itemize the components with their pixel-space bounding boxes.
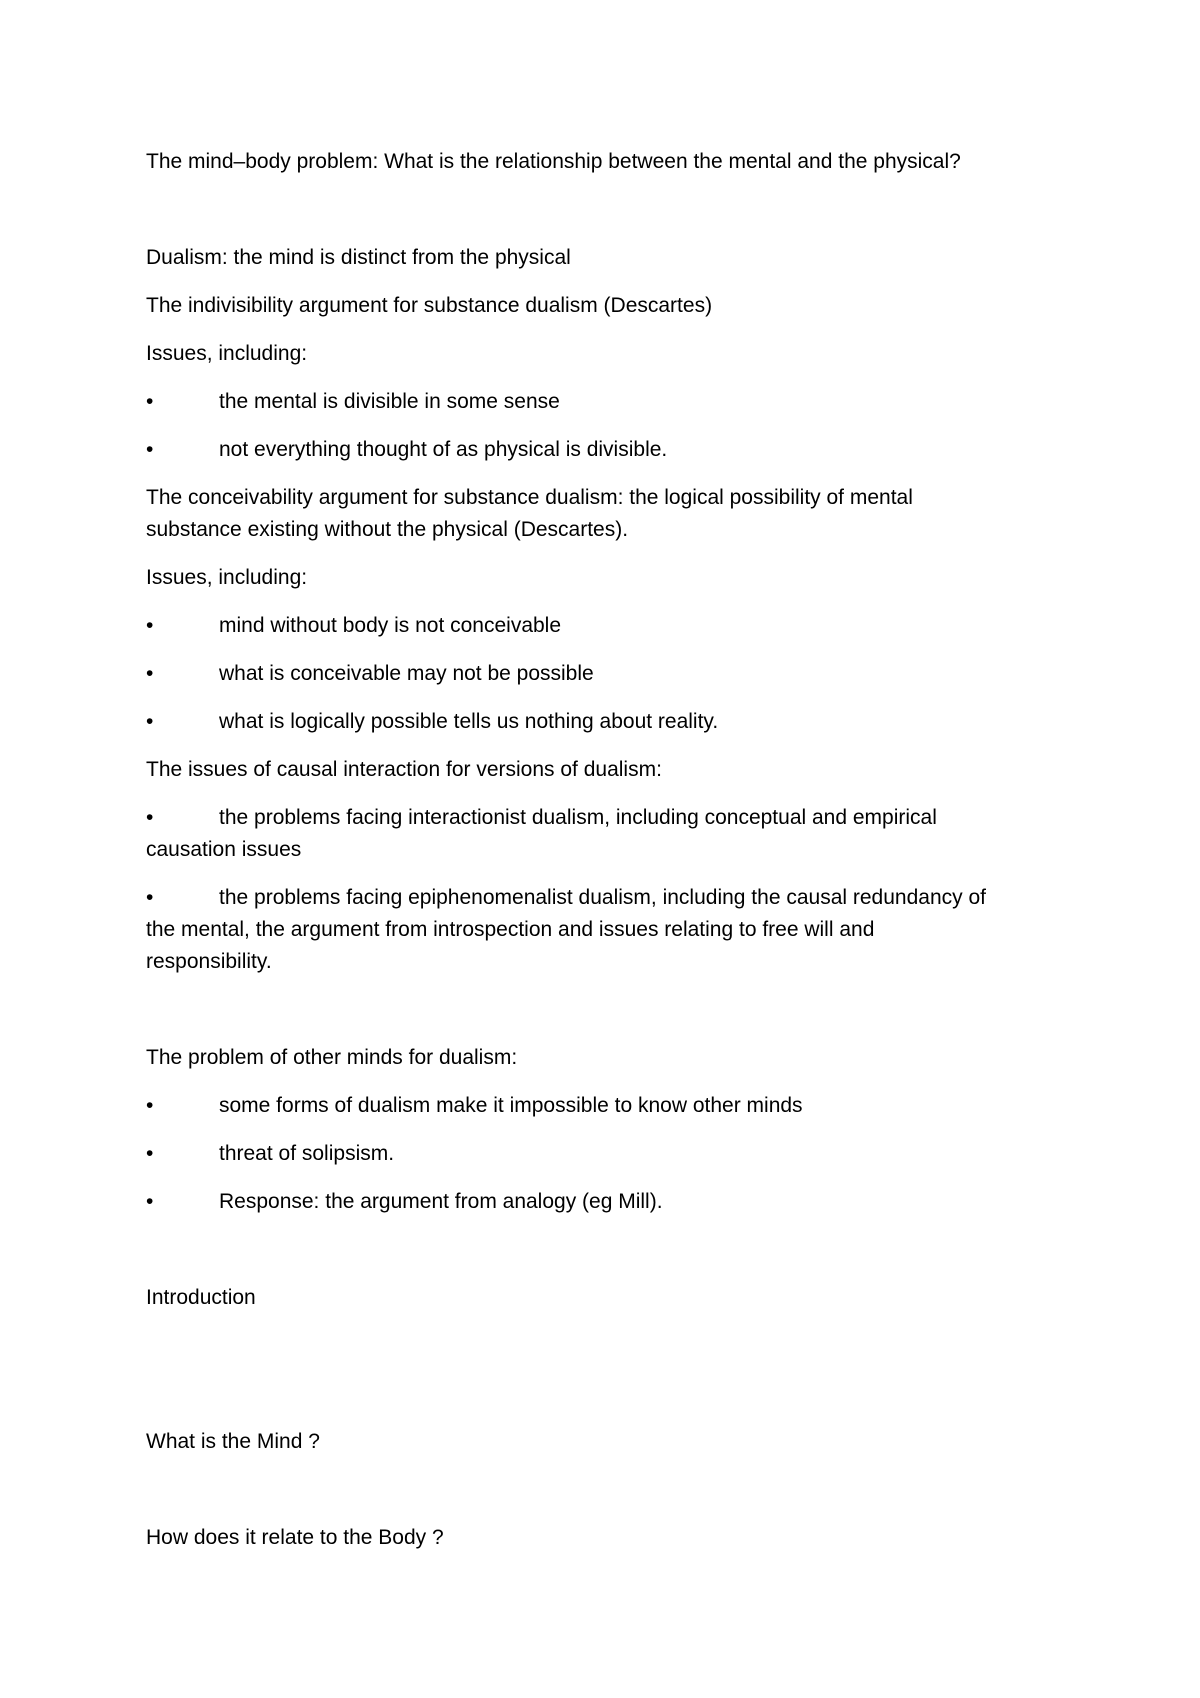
causal-interaction-heading: The issues of causal interaction for versions of dualism: bbox=[146, 758, 662, 781]
list-item-text: what is conceivable may not be possible bbox=[219, 662, 594, 685]
issues-heading: Issues, including: bbox=[146, 342, 308, 365]
list-item bbox=[146, 882, 1046, 978]
bullet-icon: • bbox=[146, 806, 154, 829]
bullet-icon: • bbox=[146, 1190, 154, 1213]
bullet-icon: • bbox=[146, 438, 154, 461]
list-item-text: threat of solipsism. bbox=[219, 1142, 395, 1165]
list-item-text: mind without body is not conceivable bbox=[219, 614, 562, 637]
document-title: The mind–body problem: What is the relationship between the mental and the physical? bbox=[146, 150, 961, 173]
how-relate-question: How does it relate to the Body ? bbox=[146, 1526, 444, 1549]
bullet-icon: • bbox=[146, 1094, 154, 1117]
indivisibility-argument: The indivisibility argument for substance dualism (Descartes) bbox=[146, 294, 713, 317]
other-minds-heading: The problem of other minds for dualism: bbox=[146, 1046, 518, 1069]
list-item-text: what is logically possible tells us nothing about reality. bbox=[219, 710, 719, 733]
dualism-heading: Dualism: the mind is distinct from the physical bbox=[146, 246, 571, 269]
bullet-icon: • bbox=[146, 390, 154, 413]
list-item-text: the problems facing epiphenomenalist dualism, including the causal redundancy of bbox=[219, 886, 986, 909]
issues-heading: Issues, including: bbox=[146, 566, 308, 589]
bullet-icon: • bbox=[146, 710, 154, 733]
bullet-icon: • bbox=[146, 1142, 154, 1165]
list-item-text-continued: causation issues bbox=[146, 838, 302, 861]
list-item bbox=[146, 802, 1046, 866]
conceivability-argument: The conceivability argument for substance dualism: the logical possibility of mental substance existing without the physical (Descartes). bbox=[146, 486, 913, 541]
list-item-text-continued: the mental, the argument from introspection and issues relating to free will and responsibility. bbox=[146, 918, 875, 973]
list-item-text: Response: the argument from analogy (eg Mill). bbox=[219, 1190, 663, 1213]
list-item-text: some forms of dualism make it impossible to know other minds bbox=[219, 1094, 803, 1117]
bullet-icon: • bbox=[146, 886, 154, 909]
list-item-text: the problems facing interactionist dualism, including conceptual and empirical bbox=[219, 806, 937, 829]
list-item-text: not everything thought of as physical is divisible. bbox=[219, 438, 668, 461]
bullet-icon: • bbox=[146, 662, 154, 685]
introduction-heading: Introduction bbox=[146, 1286, 256, 1309]
bullet-icon: • bbox=[146, 614, 154, 637]
what-is-mind-question: What is the Mind ? bbox=[146, 1430, 320, 1453]
list-item-text: the mental is divisible in some sense bbox=[219, 390, 560, 413]
